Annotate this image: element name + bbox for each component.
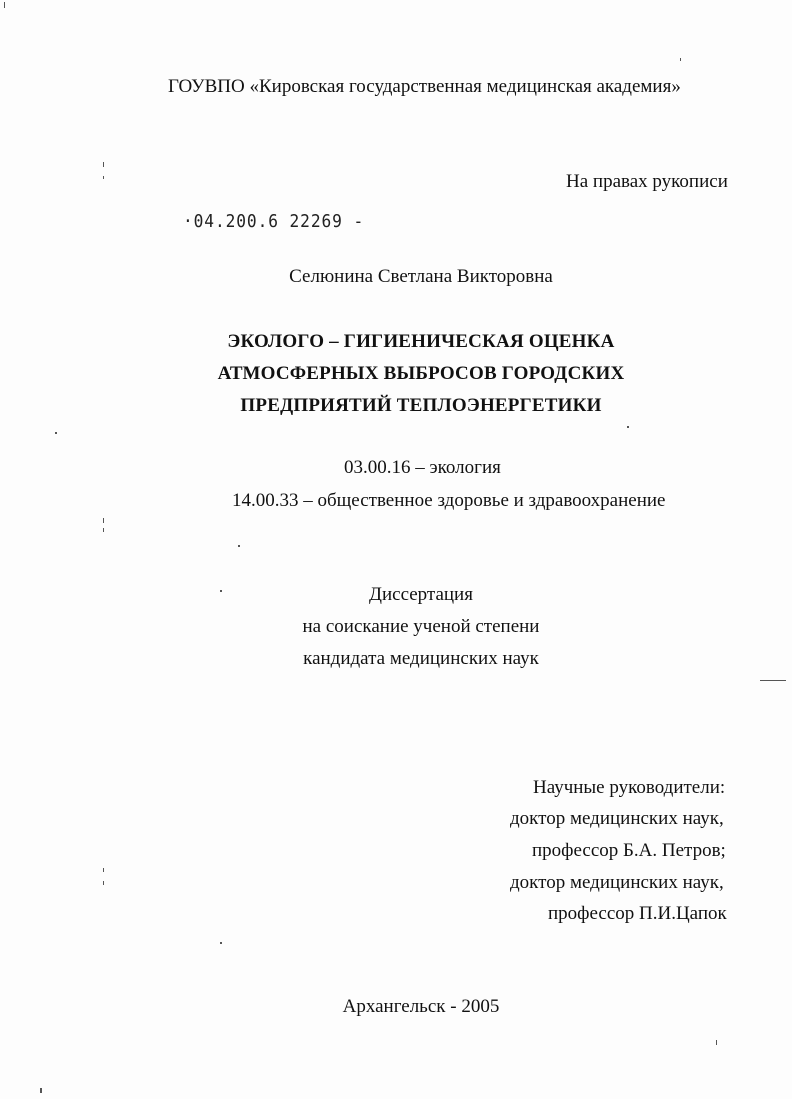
supervisor-2-degree: доктор медицинских наук, <box>510 872 724 893</box>
supervisors-heading: Научные руководители: <box>533 777 726 798</box>
scan-speck <box>103 176 104 179</box>
scan-speck <box>4 2 5 8</box>
author-name: Селюнина Светлана Викторовна <box>289 266 553 287</box>
institution-header: ГОУВПО «Кировская государственная медицинская академия» <box>168 76 681 97</box>
scan-speck <box>103 881 104 885</box>
supervisor-1-name: профессор Б.А. Петров; <box>532 840 726 861</box>
scan-speck <box>40 1088 42 1093</box>
scan-speck <box>238 545 240 547</box>
scan-speck <box>716 1040 717 1045</box>
city-year: Архангельск - 2005 <box>342 996 500 1017</box>
scan-speck <box>760 680 786 681</box>
scan-speck <box>220 590 222 592</box>
scan-speck <box>680 58 681 61</box>
scan-speck <box>103 528 104 532</box>
dissertation-label: Диссертация <box>369 584 473 605</box>
dissertation-title-line-1: ЭКОЛОГО – ГИГИЕНИЧЕСКАЯ ОЦЕНКА <box>227 331 615 352</box>
supervisor-2-name: профессор П.И.Цапок <box>548 903 727 924</box>
dissertation-title-line-2: АТМОСФЕРНЫХ ВЫБРОСОВ ГОРОДСКИХ <box>217 363 625 384</box>
rights-note: На правах рукописи <box>566 171 728 192</box>
archive-stamp-number: ·04.200.6 22269 - <box>183 211 365 232</box>
dissertation-title-line-3: ПРЕДПРИЯТИЙ ТЕПЛОЭНЕРГЕТИКИ <box>240 395 602 416</box>
specialty-public-health: 14.00.33 – общественное здоровье и здравоохранение <box>232 490 666 511</box>
scan-speck <box>627 426 629 428</box>
scan-speck <box>220 942 222 944</box>
degree-purpose: на соискание ученой степени <box>302 616 540 637</box>
degree-name: кандидата медицинских наук <box>303 648 539 669</box>
supervisor-1-degree: доктор медицинских наук, <box>510 808 724 829</box>
scan-speck <box>103 162 104 167</box>
scan-speck <box>103 518 104 523</box>
scan-speck <box>55 432 57 434</box>
scan-speck <box>103 868 104 872</box>
specialty-ecology: 03.00.16 – экология <box>344 457 501 478</box>
